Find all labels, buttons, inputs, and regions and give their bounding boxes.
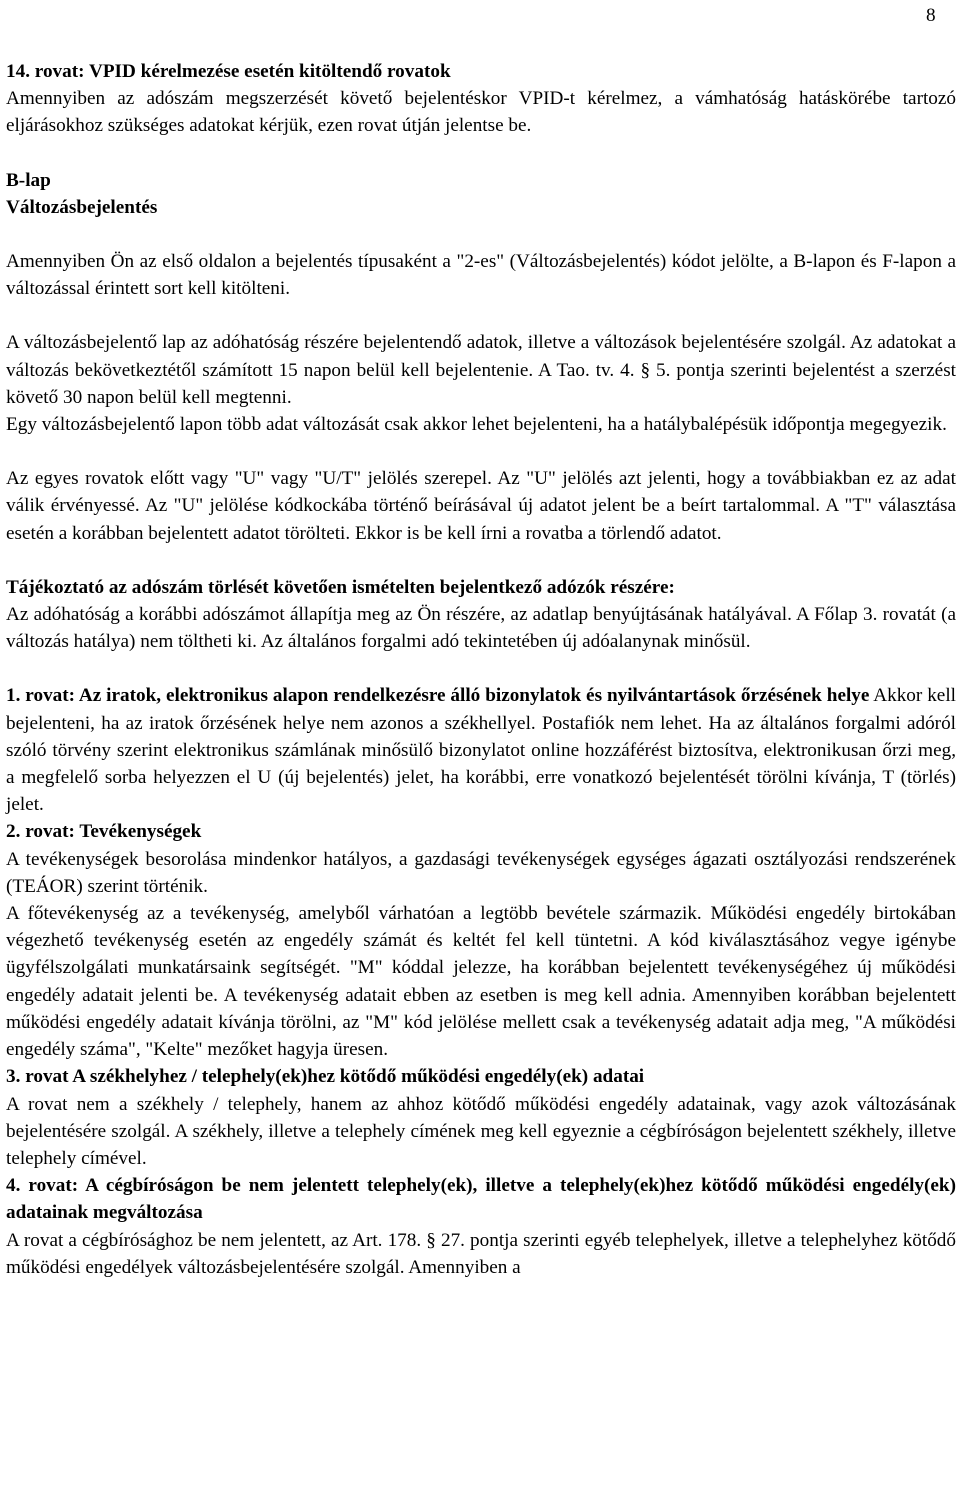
section-3-text: A rovat nem a székhely / telephely, hanem az ahhoz kötődő működési engedély adatainak, vagy azok változásának bejelentésére szolgál. A székhely, illetve a telephely címének meg kell egyeznie a cégbíróságon bejelentett székhely, illetve telephely címével. <box>6 1093 956 1169</box>
section-1-heading: 1. rovat: Az iratok, elektronikus alapon rendelkezésre álló bizonylatok és nyilvántartások őrzésének helye <box>6 685 870 707</box>
valtozasbejelentes-label: Változásbejelentés <box>6 196 158 218</box>
section-14 <box>6 58 956 140</box>
info-text: Az adóhatóság a korábbi adószámot állapítja meg az Ön részére, az adatlap benyújtásának hatályával. A Főlap 3. rovatát (a változás hatálya) nem töltheti ki. Az általános forgalmi adó tekintetében új adóalanynak minősül. <box>6 604 956 653</box>
paragraph-multiple-changes: Egy változásbejelentő lapon több adat változását csak akkor lehet bejelenteni, ha a hatálybalépésük időpontja megegyezik. <box>6 414 947 436</box>
b-lap-title <box>6 167 956 221</box>
section-3-heading: 3. rovat A székhelyhez / telephely(ek)hez kötődő működési engedély(ek) adatai <box>6 1066 645 1088</box>
section-2-paragraph-2: A főtevékenység az a tevékenység, amelyből várhatóan a legtöbb bevétele származik. Működési engedély birtokában végezhető tevékenység esetén az engedély számát és keltét fel kell tüntetni. A kód kiválasztásához vegye igénybe ügyfélszolgálati munkatársaink segítségét. "M" kóddal jelezze, ha korábban bejelentett tevékenységéhez új működési engedély adatait jelenti be. A tevékenység adatait ebben az esetben is meg kell adnia. Amennyiben korábban bejelentett működési engedély adatait kívánja törölni, az "M" kód jelölése mellett csak a tevékenység adatait adja meg, "A működési engedély száma", "Kelte" mezőket hagyja üresen. <box>6 903 956 1061</box>
section-2 <box>6 818 956 900</box>
section-3 <box>6 1063 956 1172</box>
section-2-text-1: A tevékenységek besorolása mindenkor hatályos, a gazdasági tevékenységek egységes ágazati osztályozási rendszerének (TEÁOR) szerint történik. <box>6 848 956 897</box>
section-2-heading: 2. rovat: Tevékenységek <box>6 821 202 843</box>
section-1 <box>6 682 956 818</box>
document-body <box>6 58 956 1281</box>
paragraph-info <box>6 574 956 656</box>
section-4-text: A rovat a cégbírósághoz be nem jelentett, az Art. 178. § 27. pontja szerinti egyéb telephelyek, illetve a telephelyhez kötődő működési engedélyek változásbejelentésére szolgál. Amennyiben a <box>6 1229 956 1278</box>
paragraph-purpose: A változásbejelentő lap az adóhatóság részére bejelentendő adatok, illetve a változások bejelentésére szolgál. Az adatokat a változás bekövetkeztétől számított 15 napon belül kell bejelentenie. A Tao. tv. 4. § 5. pontja szerinti bejelentést a szerzést követő 30 napon belül kell megtenni. <box>6 332 956 408</box>
info-heading: Tájékoztató az adószám törlését követően ismételten bejelentkező adózók részére: <box>6 576 675 598</box>
section-4-heading: 4. rovat: A cégbíróságon be nem jelentett telephely(ek), illetve a telephely(ek)hez kötődő működési engedély(ek) adatainak megváltozása <box>6 1175 956 1224</box>
paragraph-intro: Amennyiben Ön az első oldalon a bejelentés típusaként a "2-es" (Változásbejelentés) kódot jelölte, a B-lapon és F-lapon a változással érintett sort kell kitölteni. <box>6 251 956 300</box>
section-14-heading: 14. rovat: VPID kérelmezése esetén kitöltendő rovatok <box>6 61 451 82</box>
section-4 <box>6 1172 956 1281</box>
paragraph-u-t-marks: Az egyes rovatok előtt vagy "U" vagy "U/T" jelölés szerepel. Az "U" jelölés azt jelenti, hogy a továbbiakban ez az adat válik érvényessé. Az "U" jelölése kódkockába történő beírásával új adatot jelent be a beírt tartalommal. A "T" választása esetén a korábban bejelentett adatot törölteti. Ekkor is be kell írni a rovatba a törlendő adatot. <box>6 468 956 544</box>
page-number: 8 <box>926 5 936 26</box>
section-1-text: Akkor kell bejelenteni, ha az iratok őrzésének helye nem azonos a székhellyel. Postafiók nem lehet. Ha az általános forgalmi adóról szóló törvény szerint elektronikus számlának minősülő bizonylatot online hozzáférést biztosítva, elektronikusan őrzi meg, a megfelelő sorba helyezzen el U (új bejelentés) jelet, ha korábbi, erre vonatkozó bejelentését törölni kívánja, T (törlés) jelet. <box>6 685 956 816</box>
b-lap-label: B-lap <box>6 169 51 191</box>
section-14-text: Amennyiben az adószám megszerzését követő bejelentéskor VPID-t kérelmez, a vámhatóság hatáskörébe tartozó eljárásokhoz szükséges adatokat kérjük, ezen rovat útján jelentse be. <box>6 88 956 137</box>
